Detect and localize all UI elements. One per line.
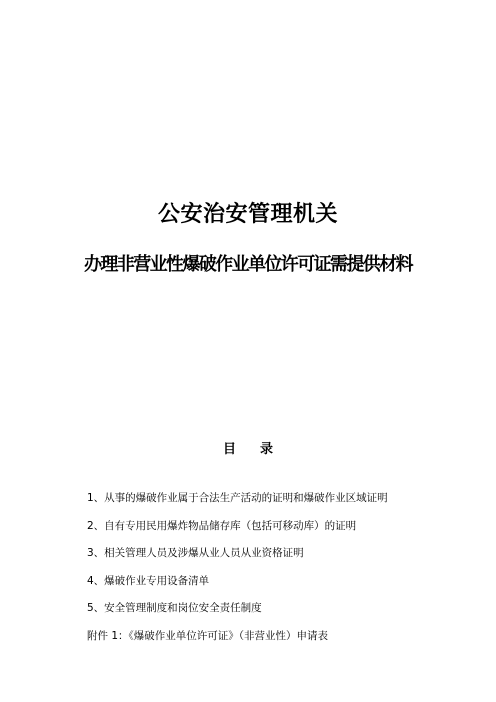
toc-heading bbox=[0, 441, 496, 459]
toc-item: 2、自有专用民用爆炸物品储存库（包括可移动库）的证明 bbox=[87, 519, 357, 532]
toc-heading-right: 录 bbox=[260, 442, 274, 457]
toc-item: 1、从事的爆破作业属于合法生产活动的证明和爆破作业区域证明 bbox=[87, 492, 388, 504]
toc-item-attachment: 附件 1：《爆破作业单位许可证》（非营业性）申请表 bbox=[87, 629, 329, 642]
toc-item: 5、安全管理制度和岗位安全责任制度 bbox=[87, 602, 262, 615]
toc-list bbox=[87, 492, 487, 658]
toc-item: 4、爆破作业专用设备清单 bbox=[87, 574, 210, 587]
toc-heading-left: 目 bbox=[222, 442, 236, 457]
document-subtitle: 办理非营业性爆破作业单位许可证需提供材料 bbox=[84, 254, 412, 275]
toc-item: 3、相关管理人员及涉爆从业人员从业资格证明 bbox=[87, 547, 304, 560]
document-title: 公安治安管理机关 bbox=[157, 202, 338, 227]
